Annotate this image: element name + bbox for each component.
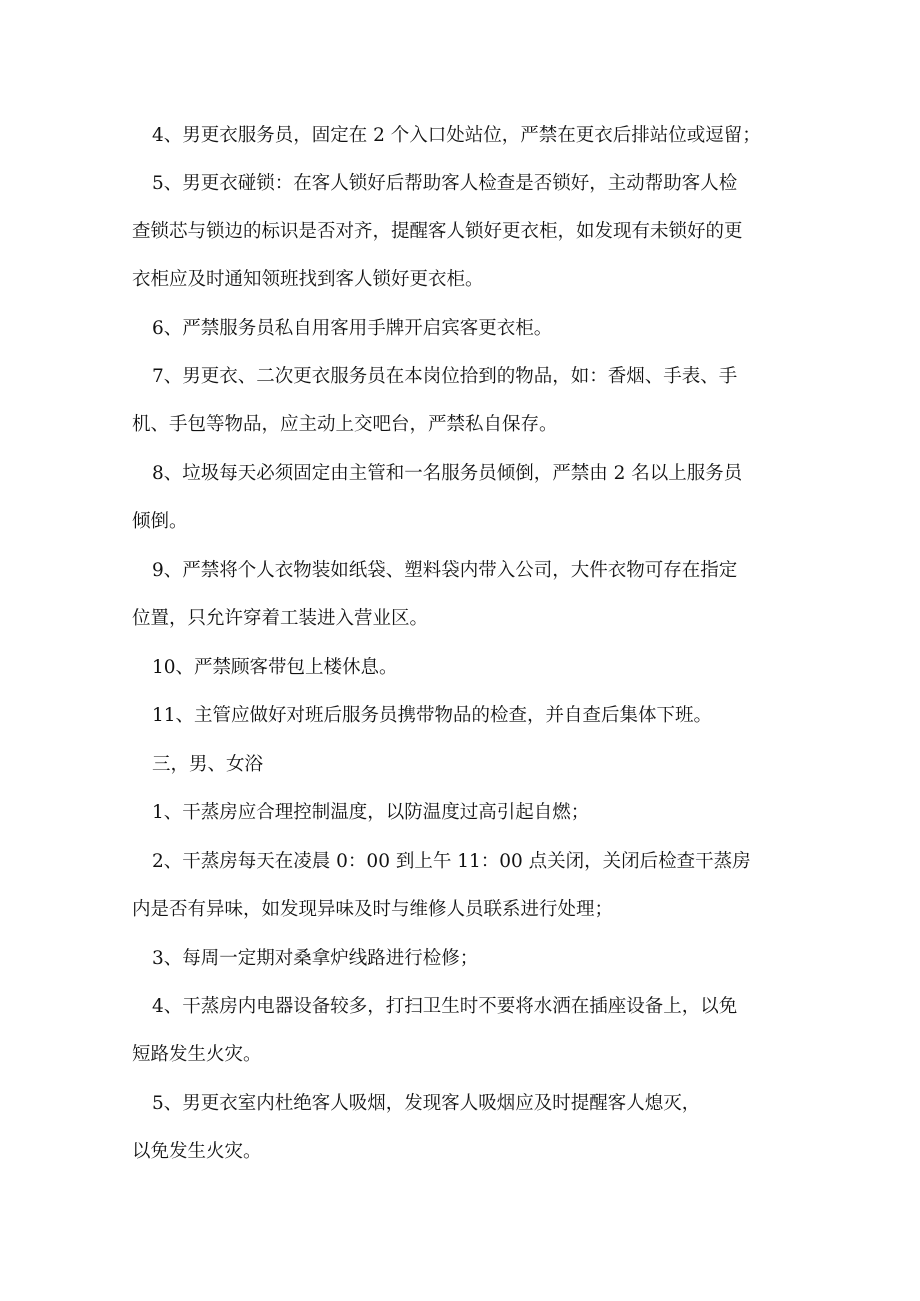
text-line: 4、干蒸房内电器设备较多，打扫卫生时不要将水洒在插座设备上，以免 [152, 996, 738, 1017]
paragraph-sauna-closing-hours [132, 838, 812, 934]
text-line: 2、干蒸房每天在凌晨 0：00 到上午 11：00 点关闭，关闭后检查干蒸房 [152, 851, 751, 872]
paragraph-men-locker-lock-check [132, 160, 812, 304]
paragraph-garbage-disposal [132, 450, 812, 546]
text-line: 7、男更衣、二次更衣服务员在本岗位拾到的物品，如：香烟、手表、手 [152, 366, 738, 387]
text-line: 9、严禁将个人衣物装如纸袋、塑料袋内带入公司，大件衣物可存在指定 [152, 560, 738, 581]
paragraph-no-private-key-use [132, 305, 812, 353]
text-line: 衣柜应及时通知领班找到客人锁好更衣柜。 [132, 269, 484, 290]
text-line: 机、手包等物品，应主动上交吧台，严禁私自保存。 [132, 414, 558, 435]
text-line: 内是否有异味，如发现异味及时与维修人员联系进行处理； [132, 899, 614, 920]
paragraph-no-smoking [132, 1080, 812, 1176]
text-line: 以免发生火灾。 [132, 1141, 262, 1162]
text-line: 5、男更衣室内杜绝客人吸烟，发现客人吸烟应及时提醒客人熄灭， [152, 1093, 701, 1114]
paragraph-shift-end-check [132, 692, 812, 740]
text-line: 1、干蒸房应合理控制温度，以防温度过高引起自燃； [152, 802, 590, 823]
paragraph-found-items [132, 353, 812, 449]
paragraph-electrical-safety [132, 983, 812, 1079]
section-heading-bath [132, 741, 812, 789]
text-line: 短路发生火灾。 [132, 1044, 262, 1065]
text-line: 10、严禁顾客带包上楼休息。 [152, 657, 398, 678]
text-line: 6、严禁服务员私自用客用手牌开启宾客更衣柜。 [152, 318, 553, 339]
text-line: 3、每周一定期对桑拿炉线路进行检修； [152, 948, 479, 969]
text-line: 5、男更衣碰锁：在客人锁好后帮助客人检查是否锁好，主动帮助客人检 [152, 173, 738, 194]
paragraph-no-bags-upstairs [132, 644, 812, 692]
paragraph-weekly-maintenance [132, 935, 812, 983]
paragraph-men-locker-attendant-post [132, 112, 812, 160]
text-line: 倾倒。 [132, 511, 188, 532]
paragraph-personal-clothing [132, 547, 812, 643]
text-line: 位置，只允许穿着工装进入营业区。 [132, 608, 429, 629]
text-line: 查锁芯与锁边的标识是否对齐，提醒客人锁好更衣柜，如发现有未锁好的更 [132, 221, 743, 242]
text-line: 8、垃圾每天必须固定由主管和一名服务员倾倒，严禁由 2 名以上服务员 [152, 463, 743, 484]
paragraph-sauna-temperature [132, 789, 812, 837]
text-line: 4、男更衣服务员，固定在 2 个入口处站位，严禁在更衣后排站位或逗留； [152, 125, 761, 146]
text-line: 三，男、女浴 [152, 754, 264, 775]
text-line: 11、主管应做好对班后服务员携带物品的检查，并自查后集体下班。 [152, 705, 713, 726]
